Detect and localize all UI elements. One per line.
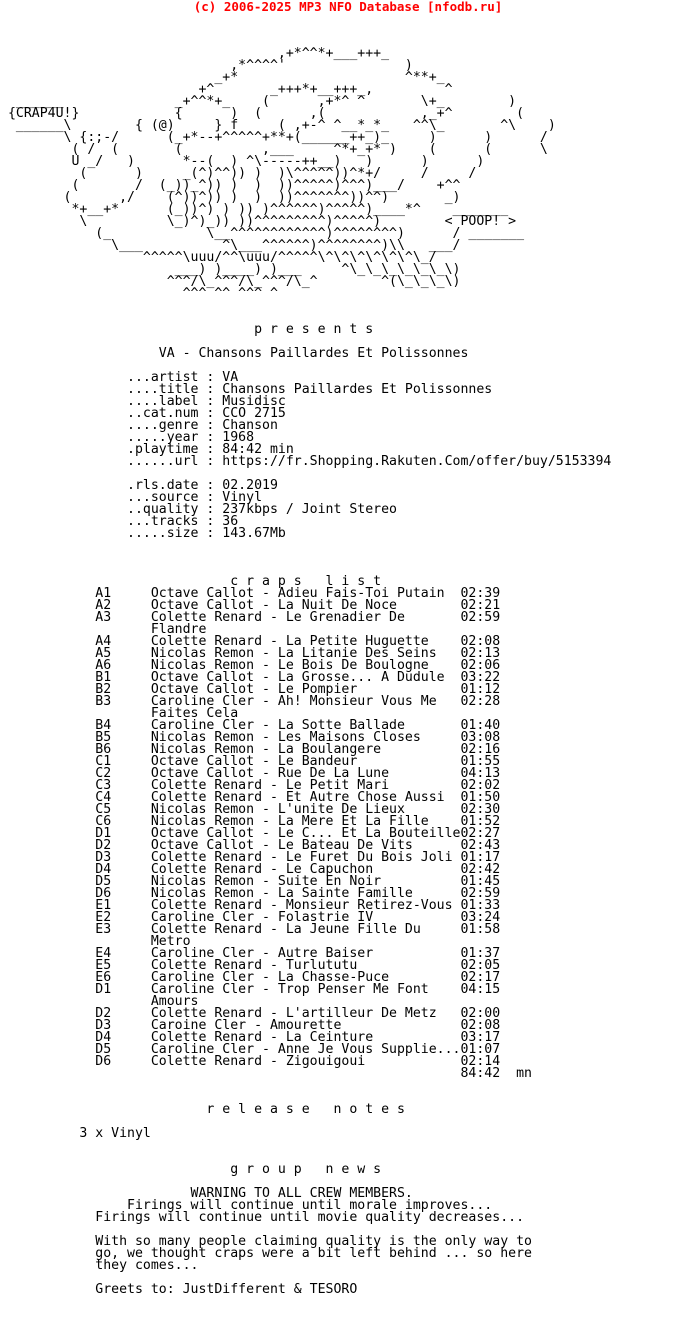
nfodb-copyright-header: (c) 2006-2025 MP3 NFO Database [nfodb.ru] [193,0,503,14]
nfo-text-content: ,+*^^*+___+++_ ,*^^^^' ) _+* ^**+_ +^ _+++*+__+++_, ^ ______ _+^^*+_ ( ,+*^ ^ \+_ ) {CRAP4U!} { ) ( ,( ,_+^ ( ______\ { (@) } f ( ,+-^ ^__*_*_ ^^\_ ^\ ) \ {:;-/ (_+*--+^^^^^+**+(______++_)_ ) ) / ( / ( ( ,___ ^*+_+* ) ( ( \ U _/ ) *--( ) ^\-----++__) ) ) ) ( ) _(^)^^)) ) )\^^^^^))^*+/ / / ( / (_))_^)) ) ) ))^^^^^)^^^)___/ +^^ ( ,/ (^))^)) ) ) ))^^^^^^^))^^) _) *+__+* (_))^) ) )) )^^^^^^)^^^^^)____*^ _______ \ \_)^)_)) ))^^^^^^^^^)^^^^^) < POOP! > (_ \__^^^^^^^^^^^^)^^^^^^^^) / _______ \___ ^\___^^^^^^)^^^^^^^^)\\ ___/ ^^^^^\uuu/^^\uuu/^^^^^\^\^\^\^\^\^\_/ ___) )____) )___ ^\_\_\_\_\_\_\) ^^^/\_^^^/\_^^^/\_^ ^(\_\_\_\) ^^^ ^^ ^^^ ^ p r e s e n t s VA - Chansons Paillardes Et Polissonnes ...artist : VA ....title : Chansons Paillardes Et Polissonnes ....label : Musidisc ..cat.num : CCO 2715 ....genre : Chanson .....year : 1968 .playtime : 84:42 min ......url : https://fr.Shopping.Rakuten.Com/offer/buy/5153394 .rls.date : 02.2019 ...source : Vinyl ..quality : 237kbps / Joint Stereo ...tracks : 36 .....size : 143.67Mb c r a p s l i s t A1 Octave Callot - Adieu Fais-Toi Putain 02:39 A2 Octave Callot - La Nuit De Noce 02:21 A3 Colette Renard - Le Grenadier De 02:59 Flandre A4 Colette Renard - La Petite Huguette 02:08 A5 Nicolas Remon - La Litanie Des Seins 02:13 A6 Nicolas Remon - Le Bois De Boulogne 02:06 B1 Octave Callot - La Grosse... A Dudule 03:22 B2 Octave Callot - Le Pompier 01:12 B3 Caroline Cler - Ah! Monsieur Vous Me 02:28 Faites Cela B4 Caroline Cler - La Sotte Ballade 01:40 B5 Nicolas Remon - Les Maisons Closes 03:08 B6 Nicolas Remon - La Boulangere 02:16 C1 Octave Callot - Le Bandeur 01:55 C2 Octave Callot - Rue De La Lune 04:13 C3 Colette Renard - Le Petit Mari 02:02 C4 Colette Renard - Et Autre Chose Aussi 01:50 C5 Nicolas Remon - L'unite De Lieux 02:30 C6 Nicolas Remon - La Mere Et La Fille 01:52 D1 Octave Callot - Le C... Et La Bouteille02:27 D2 Octave Callot - Le Bateau De Vits 02:43 D3 Colette Renard - Le Furet Du Bois Joli 01:17 D4 Colette Renard - Le Capuchon 02:42 D5 Nicolas Remon - Suite En Noir 01:45 D6 Nicolas Remon - La Sainte Famille 02:59 E1 Colette Renard - Monsieur Retirez-Vous 01:33 E2 Caroline Cler - Folastrie IV 03:24 E3 Colette Renard - La Jeune Fille Du 01:58 Metro E4 Caroline Cler - Autre Baiser 01:37 E5 Colette Renard - Turlututu 02:05 E6 Caroline Cler - La Chasse-Puce 02:17 D1 Caroline Cler - Trop Penser Me Font 04:15 Amours D2 Colette Renard - L'artilleur De Metz 02:00 D3 Caroine Cler - Amourette 02:08 D4 Colette Renard - La Ceinture 03:17 D5 Caroline Cler - Anne Je Vous Supplie...01:07 D6 Colette Renard - Zigouigoui 02:14 84:42 mn r e l e a s e n o t e s 3 x Vinyl g r o u p n e w s WARNING TO ALL CREW MEMBERS. Firings will continue until morale improves... Firings will continue until movie quality decreases... With so many people claiming quality is the only way to go, we thought craps were a bit left behind ... so here they comes... Greets to: JustDifferent & TESORO [7,46,612,1297]
